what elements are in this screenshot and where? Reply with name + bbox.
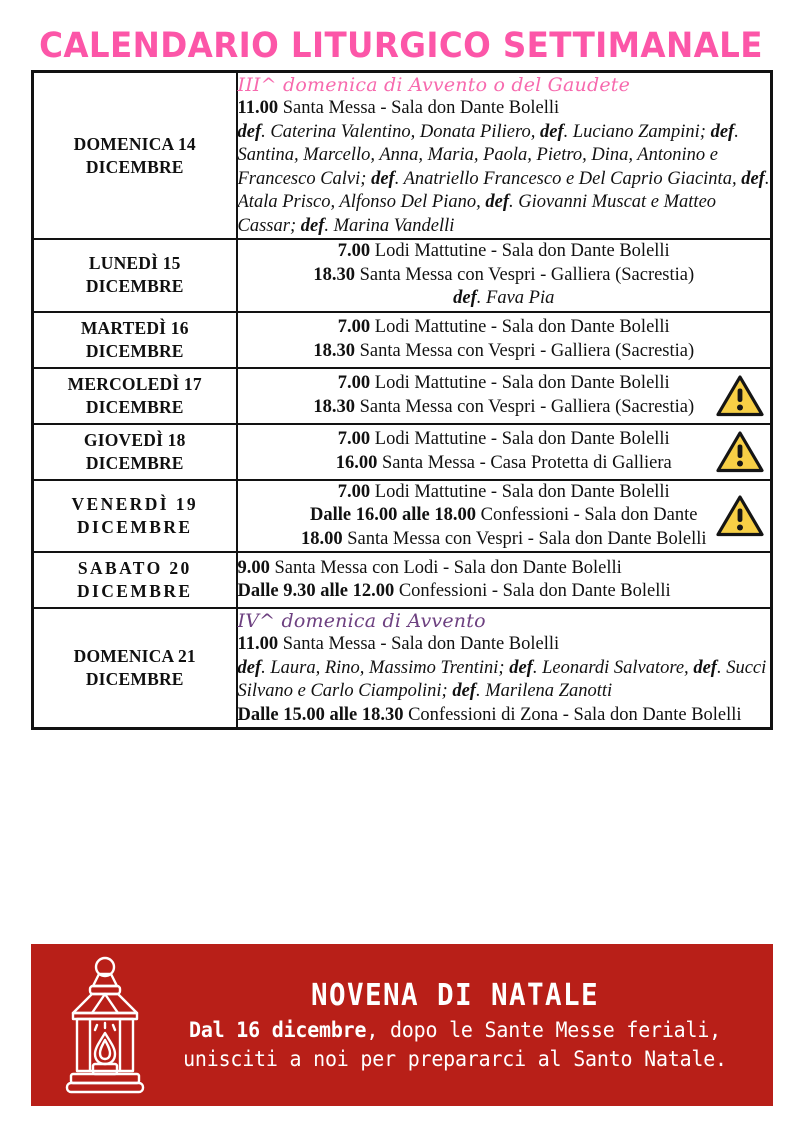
feast-heading: III^ domenica di Avvento o del Gaudete — [237, 74, 631, 96]
banner-body — [174, 1016, 736, 1074]
events-cell — [237, 424, 772, 480]
event-line: 18.30 Santa Messa con Vespri - Galliera (Sacrestia) — [313, 264, 695, 285]
event-line: def. Laura, Rino, Massimo Trentini; def. Leonardi Salvatore, def. Succi Silvano e Carlo Ciampolini; def. Marilena Zanotti — [237, 657, 771, 701]
page-title: CALENDARIO LITURGICO SETTIMANALE — [39, 26, 763, 66]
banner-title: NOVENA DI NATALE — [311, 978, 599, 1013]
events-cell — [237, 368, 772, 424]
day-cell — [33, 424, 237, 480]
table-row — [33, 368, 772, 424]
table-row — [33, 480, 772, 553]
warning-icon — [716, 430, 764, 473]
warning-icon — [716, 494, 764, 537]
table-row — [33, 552, 772, 608]
banner-body-rest: , dopo le Sante Messe feriali, unisciti a noi per prepararci al Santo Natale. — [183, 1018, 727, 1071]
day-label: VENERDÌ 19 DICEMBRE — [71, 493, 199, 537]
event-line: def. Fava Pia — [453, 288, 555, 308]
event-line: 16.00 Santa Messa - Casa Protetta di Galliera — [335, 452, 672, 473]
weekly-calendar-table — [31, 70, 773, 730]
day-label: MARTEDÌ 16 DICEMBRE — [80, 317, 189, 361]
day-label: GIOVEDÌ 18 DICEMBRE — [83, 429, 186, 473]
event-line: def. Caterina Valentino, Donata Piliero, def. Luciano Zampini; def. Santina, Marcello, Anna, Maria, Paola, Pietro, Dina, Antonino e Francesco Calvi; def. Anatriello Francesco e Del Caprio Giacinta, def. Atala Prisco, Alfonso Del Piano, def. Giovanni Muscat e Matteo Cassar; def. Marina Vandelli — [237, 121, 774, 236]
events-cell — [237, 239, 772, 312]
day-label: LUNEDÌ 15 DICEMBRE — [85, 253, 184, 297]
event-line: 18.30 Santa Messa con Vespri - Galliera (Sacrestia) — [313, 340, 695, 361]
event-line: Dalle 15.00 alle 18.30 Confessioni di Zona - Sala don Dante Bolelli — [237, 704, 742, 725]
day-cell — [33, 72, 237, 240]
day-cell — [33, 480, 237, 553]
day-cell — [33, 552, 237, 608]
novena-banner — [31, 944, 773, 1106]
table-row — [33, 608, 772, 729]
event-line: Dalle 9.30 alle 12.00 Confessioni - Sala don Dante Bolelli — [237, 581, 671, 601]
table-row — [33, 72, 772, 240]
event-line: 7.00 Lodi Mattutine - Sala don Dante Bolelli — [337, 241, 670, 261]
table-row — [33, 312, 772, 368]
events-cell — [237, 312, 772, 368]
events-cell — [237, 480, 772, 553]
day-cell — [33, 608, 237, 729]
event-line: 18.00 Santa Messa con Vespri - Sala don Dante Bolelli — [300, 528, 707, 549]
event-line: 7.00 Lodi Mattutine - Sala don Dante Bolelli — [337, 481, 670, 502]
feast-heading: IV^ domenica di Avvento — [237, 610, 486, 632]
event-line: 7.00 Lodi Mattutine - Sala don Dante Bolelli — [337, 317, 670, 337]
event-line: 18.30 Santa Messa con Vespri - Galliera (Sacrestia) — [313, 396, 695, 417]
events-cell — [237, 608, 772, 729]
table-row — [33, 239, 772, 312]
banner-text-block — [159, 976, 773, 1074]
day-label: DOMENICA 21 DICEMBRE — [73, 646, 196, 689]
calendar-body — [33, 72, 772, 729]
event-line: 11.00 Santa Messa - Sala don Dante Bolelli — [237, 98, 560, 118]
day-label: SABATO 20 DICEMBRE — [77, 558, 193, 601]
day-cell — [33, 368, 237, 424]
event-line: 11.00 Santa Messa - Sala don Dante Bolelli — [237, 634, 560, 654]
event-line: 9.00 Santa Messa con Lodi - Sala don Dante Bolelli — [237, 557, 622, 578]
banner-body-bold: Dal 16 dicembre — [189, 1018, 367, 1042]
table-row — [33, 424, 772, 480]
lantern-icon — [31, 955, 159, 1095]
events-cell — [237, 552, 772, 608]
day-label: MERCOLEDÌ 17 DICEMBRE — [67, 373, 202, 417]
events-cell — [237, 72, 772, 240]
warning-icon — [716, 374, 764, 417]
event-line: Dalle 16.00 alle 18.00 Confessioni - Sala don Dante — [310, 505, 698, 525]
event-line: 7.00 Lodi Mattutine - Sala don Dante Bolelli — [337, 429, 670, 449]
day-cell — [33, 312, 237, 368]
day-cell — [33, 239, 237, 312]
day-label: DOMENICA 14 DICEMBRE — [73, 133, 196, 177]
event-line: 7.00 Lodi Mattutine - Sala don Dante Bolelli — [337, 373, 670, 393]
